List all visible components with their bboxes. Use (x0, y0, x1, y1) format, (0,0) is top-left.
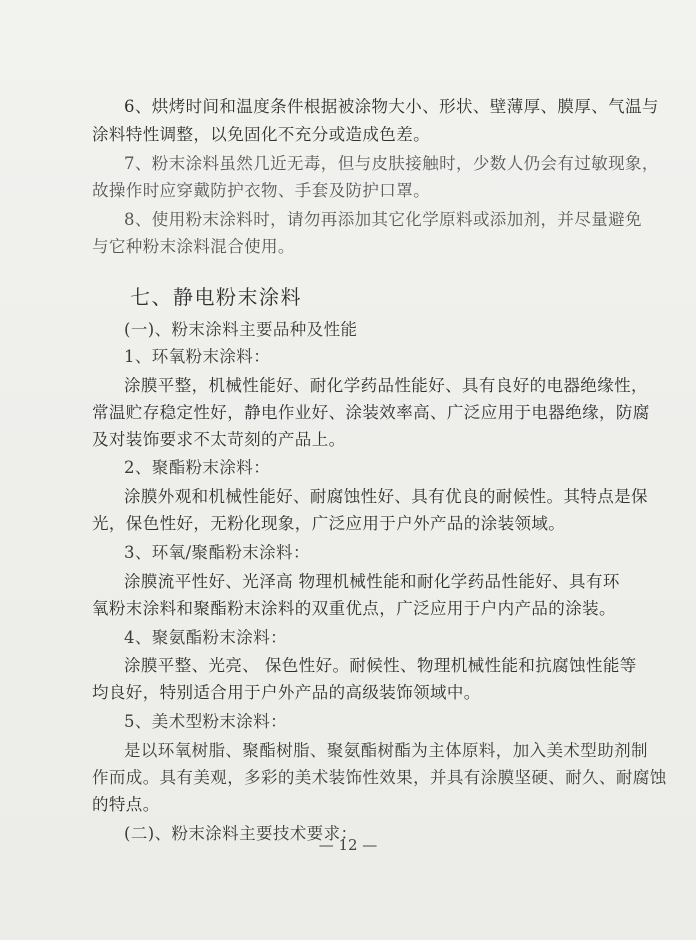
text-line: 8、使用粉末涂料时，请勿再添加其它化学原料或添加剂，并尽量避免 (124, 210, 642, 229)
text-line: 与它种粉末涂料混合使用。 (92, 237, 295, 256)
text-line: 涂膜平整、光亮、 保色性好。耐候性、物理机械性能和抗腐蚀性能等 (124, 656, 637, 675)
page-number: — 12 — (318, 836, 378, 854)
text-line: 涂膜平整，机械性能好、耐化学药品性能好、具有良好的电器绝缘性， (124, 376, 648, 395)
text-line: 涂膜流平性好、光泽高 物理机械性能和耐化学药品性能好、具有环 (124, 572, 620, 591)
text-line: 6、烘烤时间和温度条件根据被涂物大小、形状、壁薄厚、膜厚、气温与 (124, 97, 659, 116)
text-line: 及对装饰要求不太苛刻的产品上。 (92, 430, 346, 449)
item-heading: 1、环氧粉末涂料： (124, 347, 271, 366)
text-line: 光，保色性好，无粉化现象，广泛应用于户外产品的涂装领域。 (92, 514, 566, 533)
text-line: 故操作时应穿戴防护衣物、手套及防护口罩。 (92, 181, 430, 200)
text-line: 作而成。具有美观，多彩的美术装饰性效果，并具有涂膜坚硬、耐久、耐腐蚀 (92, 768, 667, 787)
subsection-heading: (一)、粉末涂料主要品种及性能 (124, 320, 358, 339)
section-heading: 七、静电粉末涂料 (130, 285, 302, 309)
item-heading: 4、聚氨酯粉末涂料： (124, 628, 287, 647)
text-line: 涂料特性调整，以免固化不充分或造成色差。 (92, 125, 430, 144)
subsection-heading: (二)、粉末涂料主要技术要求： (124, 824, 358, 843)
item-heading: 5、美术型粉末涂料： (124, 712, 287, 731)
text-line: 氧粉末涂料和聚酯粉末涂料的双重优点，广泛应用于户内产品的涂装。 (92, 599, 616, 618)
item-heading: 3、环氧/聚酯粉末涂料： (124, 543, 310, 562)
text-line: 7、粉末涂料虽然几近无毒，但与皮肤接触时，少数人仍会有过敏现象， (124, 154, 659, 173)
text-line: 常温贮存稳定性好，静电作业好、涂装效率高、广泛应用于电器绝缘，防腐 (92, 403, 650, 422)
text-line: 是以环氧树脂、聚酯树脂、聚氨酯树酯为主体原料，加入美术型助剂制 (124, 741, 648, 760)
text-line: 的特点。 (92, 795, 160, 814)
text-line: 均良好，特别适合用于户外产品的高级装饰领域中。 (92, 683, 481, 702)
item-heading: 2、聚酯粉末涂料： (124, 458, 271, 477)
text-line: 涂膜外观和机械性能好、耐腐蚀性好、具有优良的耐候性。其特点是保 (124, 487, 648, 506)
